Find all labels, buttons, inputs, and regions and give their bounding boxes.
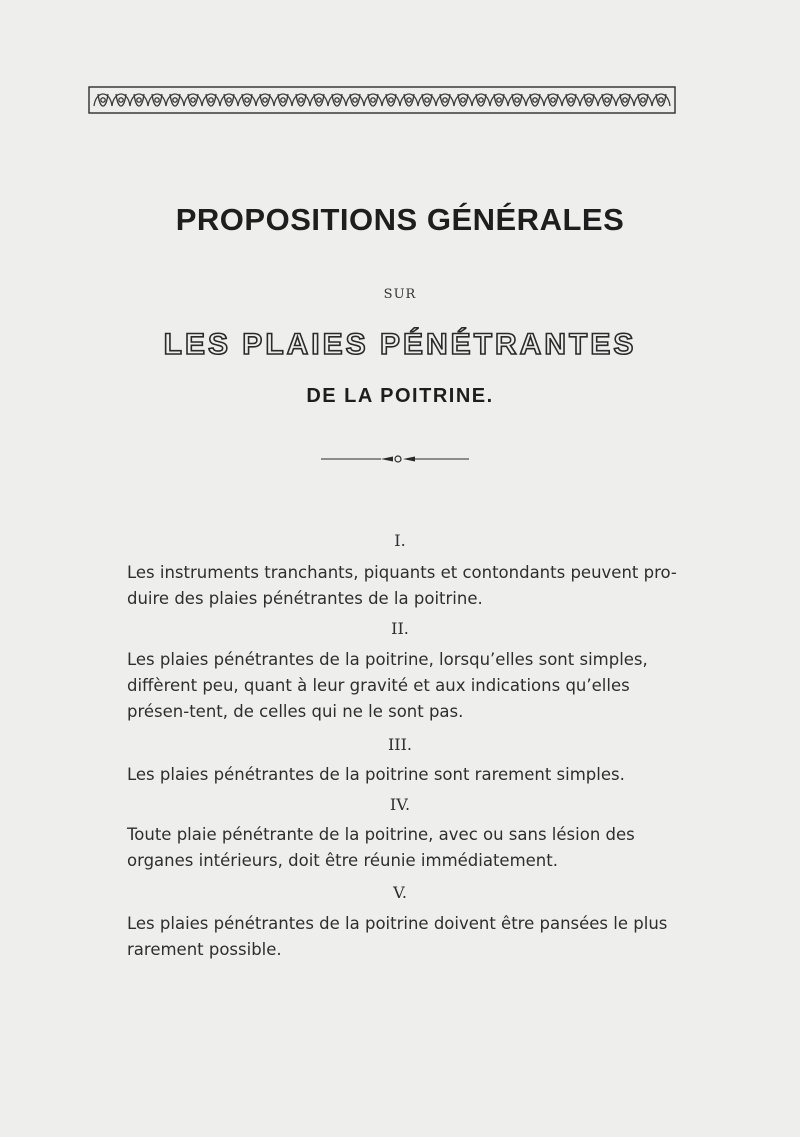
proposition-numeral-1: I. [394,531,406,550]
proposition-text-3: Les plaies pénétrantes de la poitrine sont rarement simples. [127,765,625,784]
proposition-text-1: Les instruments tranchants, piquants et contondants peuvent pro-duire des plaies pénétrantes de la poitrine. [127,563,677,608]
section-divider-ornament [321,455,469,463]
title-connector: SUR [383,287,417,302]
subtitle-second-line: DE LA POITRINE. [306,385,494,407]
proposition-numeral-5: V. [393,883,407,902]
page-title: PROPOSITIONS GÉNÉRALES [175,202,625,237]
proposition-numeral-3: III. [387,735,413,754]
proposition-numeral-4: IV. [389,795,411,814]
proposition-numeral-2: II. [391,619,409,638]
proposition-text-4: Toute plaie pénétrante de la poitrine, avec ou sans lésion des organes intérieurs, doit être réunie immédiatement. [127,825,635,870]
decorative-border-ornament [88,86,676,114]
subtitle-outline: LES PLAIES PÉNÉTRANTES [163,328,637,361]
proposition-text-5: Les plaies pénétrantes de la poitrine doivent être pansées le plus rarement possible. [127,914,668,959]
proposition-text-2: Les plaies pénétrantes de la poitrine, lorsqu’elles sont simples, diffèrent peu, quant à leur gravité et aux indications qu’elles présen-tent, de celles qui ne le sont pas. [127,650,648,721]
